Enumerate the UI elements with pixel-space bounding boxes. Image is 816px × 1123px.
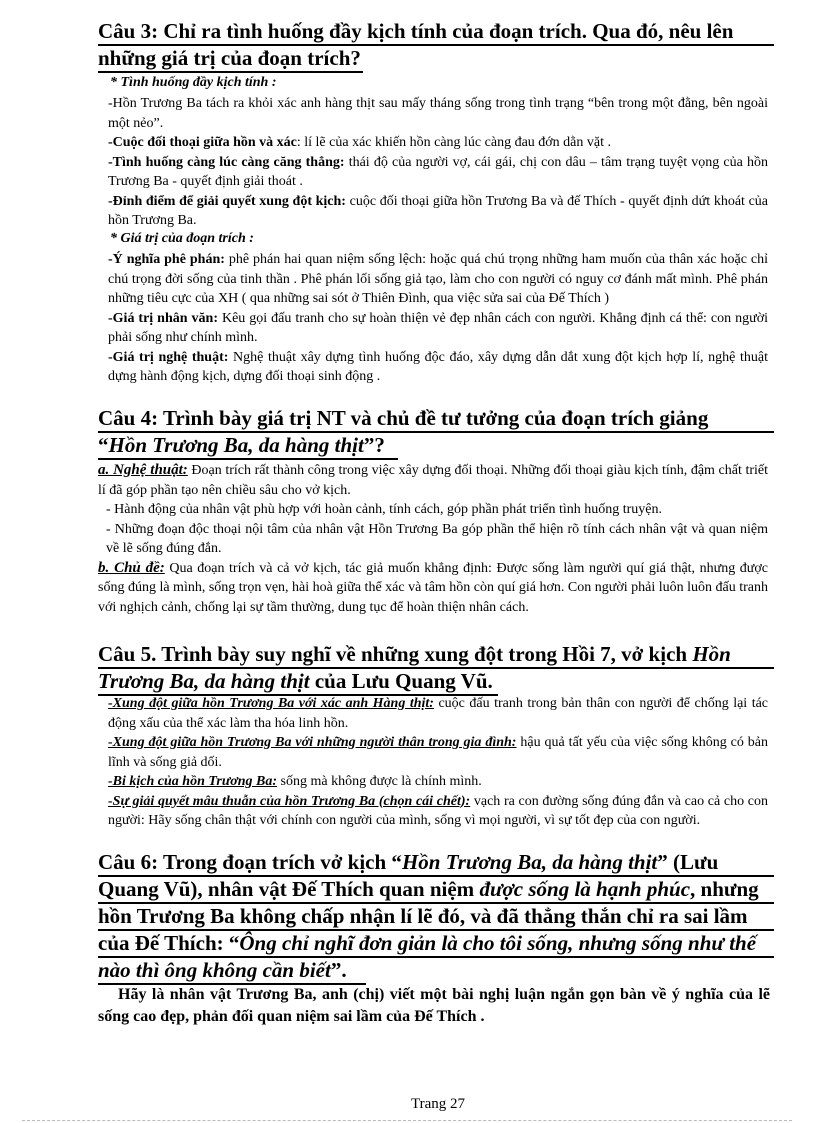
q6-title-line4: của Đế Thích: “Ông chỉ nghĩ đơn giản là cho tôi sống, nhưng sống như thế	[98, 932, 774, 958]
q3-item-4: -Đỉnh điểm để giải quyết xung đột kịch: cuộc đối thoại giữa hồn Trương Ba và đế Thích - quyết định dứt khoát của hồn Trương Ba.	[108, 193, 769, 228]
q3-title-line1: Câu 3: Chỉ ra tình huống đầy kịch tính của đoạn trích. Qua đó, nêu lên	[98, 20, 774, 46]
q4-title-line1: Câu 4: Trình bày giá trị NT và chủ đề tư tưởng của đoạn trích giảng	[98, 407, 774, 433]
q5-title-line1: Câu 5. Trình bày suy nghĩ về những xung đột trong Hồi 7, vở kịch Hồn	[98, 643, 774, 669]
q6-title-line2: Quang Vũ), nhân vật Đế Thích quan niệm được sống là hạnh phúc, nhưng	[98, 878, 774, 904]
q4-art-item-1: - Hành động của nhân vật phù hợp với hoàn cảnh, tính cách, góp phần phát triển tình huống truyện.	[106, 502, 663, 517]
q5-item-2: -Xung đột giữa hồn Trương Ba với những người thân trong gia đình: hậu quả tất yếu của việc sống không có bản lĩnh và sống giả dối.	[108, 735, 768, 770]
q3-subheading-situation: * Tình huống đầy kịch tính :	[110, 75, 277, 90]
question-5-title	[98, 643, 774, 697]
q5-item-1: -Xung đột giữa hồn Trương Ba với xác anh Hàng thịt: cuộc đấu tranh trong bản thân con người để chống lại tác động xấu của thể xác làm tha hóa linh hồn.	[108, 696, 769, 731]
page-number: Trang 27	[410, 1096, 466, 1112]
q3-item-2: -Cuộc đối thoại giữa hồn và xác: lí lẽ của xác khiến hồn càng lúc càng đau đớn dằn vặt .	[108, 135, 611, 150]
q6-prompt: Hãy là nhân vật Trương Ba, anh (chị) viết một bài nghị luận ngắn gọn bàn về ý nghĩa của lẽ sống cao đẹp, phản đối quan niệm sai lầm của Đế Thích .	[98, 986, 770, 1025]
question-4-title	[98, 407, 774, 461]
q3-value-1: -Ý nghĩa phê phán: phê phán hai quan niệm sống lệch: hoặc quá chú trọng những ham muốn của thân xác hoặc chỉ chú trọng đời sống của tinh thần . Phê phán lối sống giả tạo, làm cho con người có nguy cơ đánh mất mình. Phê phán những tiêu cực của XH ( qua những sai sót ở Thiên Đình, qua việc sửa sai của Đế Thích )	[108, 252, 768, 306]
q5-title-line2: Trương Ba, da hàng thịt của Lưu Quang Vũ.	[98, 670, 498, 696]
q4-art-para: a. Nghệ thuật: Đoạn trích rất thành công trong việc xây dựng đối thoại. Những đối thoại giàu kịch tính, đậm chất triết lí đã góp phần tạo nên chiều sâu cho vở kịch.	[98, 462, 768, 498]
q4-theme-para: b. Chủ đề: Qua đoạn trích và cả vở kịch, tác giả muốn khẳng định: Được sống làm người quí giá thật, nhưng được sống đúng là mình, sống trọn vẹn, hài hoà giữa thể xác và tâm hồn còn quí giá hơn. Con người phải luôn luôn đấu tranh với nghịch cảnh, chống lại sự tầm thường, dung tục để hoàn thiện nhân cách.	[98, 559, 769, 615]
q5-list	[108, 694, 768, 831]
q3-value-2: -Giá trị nhân văn: Kêu gọi đấu tranh cho sự hoàn thiện vẻ đẹp nhân cách con người. Khẳng định cá thể: con người phải sống như chính mình.	[108, 310, 768, 345]
q6-title-line5: nào thì ông không cần biết”.	[98, 959, 366, 985]
q4-art-item-2: - Những đoạn độc thoại nội tâm của nhân vật Hồn Trương Ba góp phần thể hiện rõ tính cách nhân vật và quan niệm về lẽ sống đúng đắn.	[106, 521, 768, 556]
q5-item-3: -Bi kịch của hồn Trương Ba: sống mà không được là chính mình.	[108, 774, 482, 789]
q3-item-3: -Tình huống càng lúc càng căng thẳng: thái độ của người vợ, cái gái, chị con dâu – tâm trạng tuyệt vọng của hồn Trương Ba - quyết định giải thoát .	[108, 154, 769, 189]
q6-title-line3: hồn Trương Ba không chấp nhận lí lẽ đó, và đã thẳng thắn chỉ ra sai lầm	[98, 905, 774, 931]
q3-value-list	[108, 250, 768, 387]
q3-situation-list	[108, 94, 768, 231]
q4-title-line2: “Hồn Trương Ba, da hàng thịt”?	[98, 434, 398, 460]
q3-subheading-value: * Giá trị của đoạn trích :	[110, 231, 254, 246]
q3-item-1: -Hồn Trương Ba tách ra khỏi xác anh hàng thịt sau mấy tháng sống trong tình trạng “bên trong một đằng, bên ngoài một nẻo”.	[108, 96, 768, 131]
q3-value-3: -Giá trị nghệ thuật: Nghệ thuật xây dựng tình huống độc đáo, xây dựng dẫn dắt xung đột kịch hợp lí, nghệ thuật dựng hành động kịch, dựng đối thoại sinh động .	[108, 349, 769, 384]
q3-title-line2: những giá trị của đoạn trích?	[98, 47, 363, 73]
footer-divider	[22, 1120, 792, 1121]
q4-art	[98, 461, 768, 617]
question-6-title	[98, 851, 774, 986]
q6-title-line1: Câu 6: Trong đoạn trích vở kịch “Hồn Trương Ba, da hàng thịt” (Lưu	[98, 851, 774, 877]
q5-item-4: -Sự giải quyết mâu thuẫn của hồn Trương Ba (chọn cái chết): vạch ra con đường sống đúng đắn và cao cả cho con người: Hãy sống chân thật với chính con người của mình, sống vì mọi người, vì sự tốt đẹp của con người.	[108, 793, 769, 828]
question-3-title	[98, 20, 774, 74]
